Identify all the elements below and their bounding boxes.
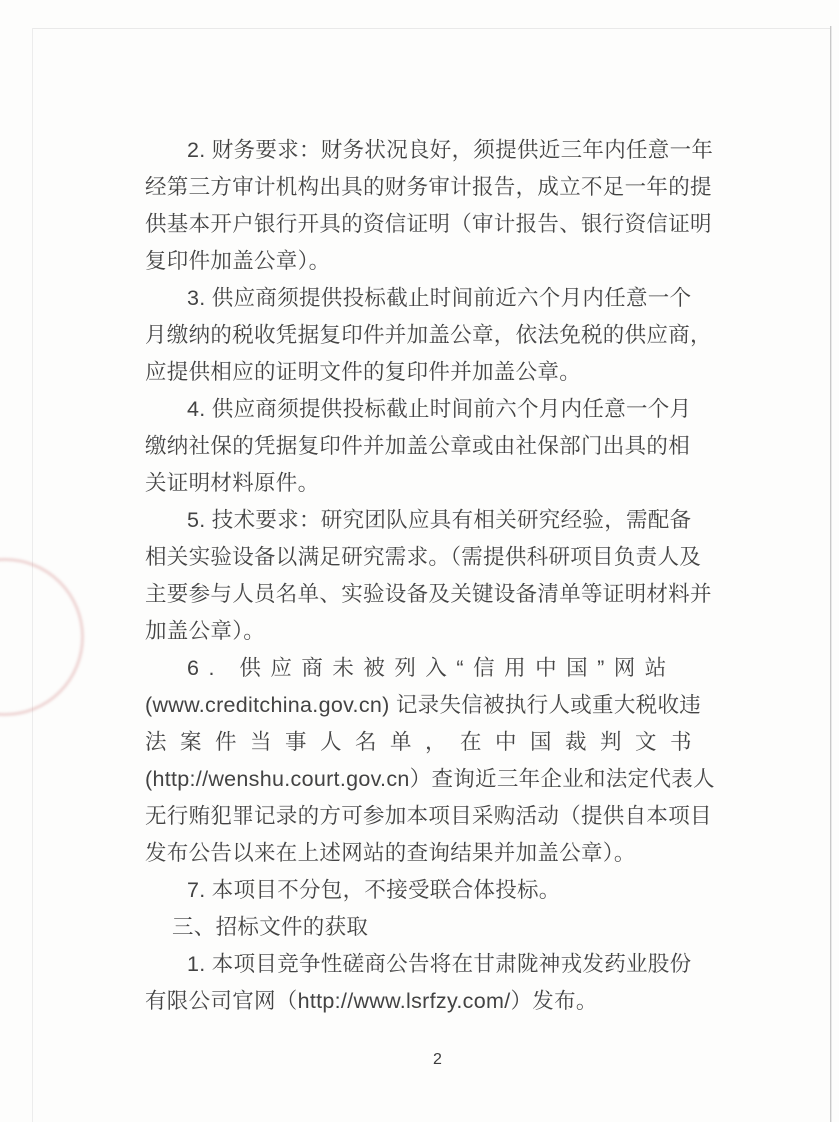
text-line: 缴纳社保的凭据复印件并加盖公章或由社保部门出具的相 xyxy=(145,434,691,458)
text-line: (www.creditchina.gov.cn) 记录失信被执行人或重大税收违 xyxy=(145,693,702,717)
text-line: 6. 供应商未被列入“信用中国”网站 xyxy=(187,656,676,680)
text-line: 无行贿犯罪记录的方可参加本项目采购活动（提供自本项目 xyxy=(145,804,712,828)
text-line: 7. 本项目不分包，不接受联合体投标。 xyxy=(187,878,561,902)
scan-edge-top-line xyxy=(32,28,830,29)
text-line: 3. 供应商须提供投标截止时间前近六个月内任意一个 xyxy=(187,286,692,310)
stamp-bleedthrough-arc xyxy=(0,558,84,716)
text-line: 经第三方审计机构出具的财务审计报告，成立不足一年的提 xyxy=(145,175,712,199)
text-line: (http://wenshu.court.gov.cn）查询近三年企业和法定代表人 xyxy=(145,767,715,791)
text-line: 4. 供应商须提供投标截止时间前六个月内任意一个月 xyxy=(187,397,692,421)
text-line: 主要参与人员名单、实验设备及关键设备清单等证明材料并 xyxy=(145,582,712,606)
page-number: 2 xyxy=(433,1051,442,1068)
text-line: 三、招标文件的获取 xyxy=(172,915,369,939)
text-line: 复印件加盖公章）。 xyxy=(145,249,331,273)
text-line: 5. 技术要求：研究团队应具有相关研究经验，需配备 xyxy=(187,508,692,532)
text-line: 法案件当事人名单，在中国裁判文书 xyxy=(145,730,706,754)
text-line: 相关实验设备以满足研究需求。（需提供科研项目负责人及 xyxy=(145,545,702,569)
text-line: 应提供相应的证明文件的复印件并加盖公章。 xyxy=(145,360,582,384)
text-line: 关证明材料原件。 xyxy=(145,471,320,495)
scan-edge-right-line xyxy=(830,26,831,1122)
text-line: 有限公司官网（http://www.lsrfzy.com/）发布。 xyxy=(145,989,598,1013)
document-body xyxy=(145,132,715,1020)
text-line: 加盖公章）。 xyxy=(145,619,266,643)
text-line: 月缴纳的税收凭据复印件并加盖公章，依法免税的供应商， xyxy=(145,323,712,347)
text-line: 1. 本项目竞争性磋商公告将在甘肃陇神戎发药业股份 xyxy=(187,952,692,976)
text-line: 供基本开户银行开具的资信证明（审计报告、银行资信证明 xyxy=(145,212,712,236)
text-line: 2. 财务要求：财务状况良好，须提供近三年内任意一年 xyxy=(187,138,714,162)
text-line: 发布公告以来在上述网站的查询结果并加盖公章）。 xyxy=(145,841,636,865)
